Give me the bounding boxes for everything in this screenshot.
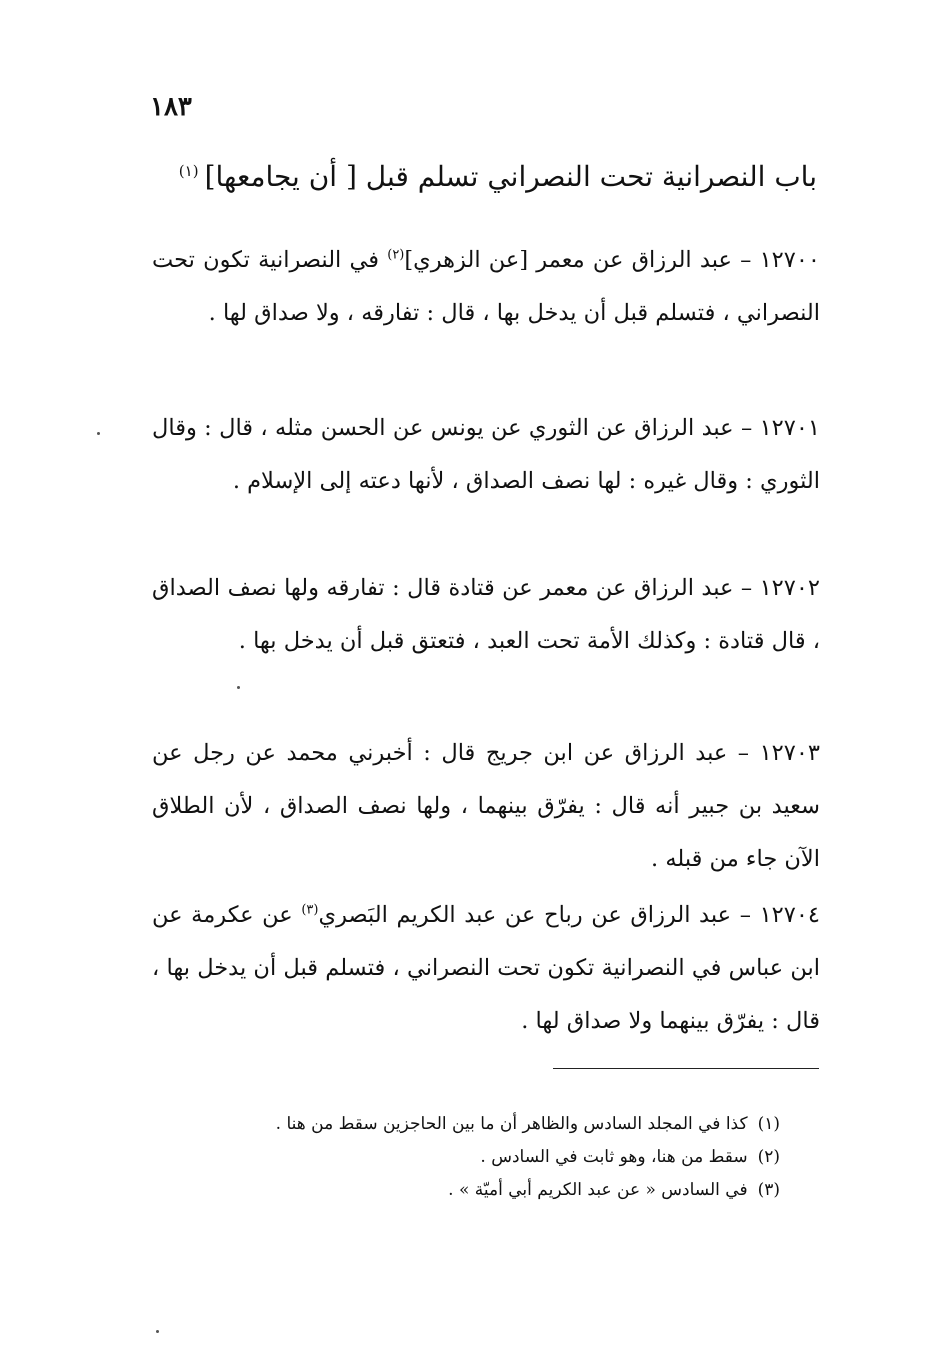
chapter-title bbox=[137, 160, 817, 193]
scan-speck bbox=[156, 1330, 159, 1333]
footnote-text: في السادس « عن عبد الكريم أبي أميّة » . bbox=[448, 1180, 748, 1200]
footnote-2 bbox=[160, 1141, 780, 1174]
footnote-number: (٣) bbox=[757, 1180, 780, 1200]
hadith-12704 bbox=[152, 889, 820, 1048]
chapter-title-text: باب النصرانية تحت النصراني تسلم قبل [ أن يجامعها] bbox=[204, 160, 817, 193]
hadith-12700 bbox=[152, 234, 820, 340]
hadith-text-part: ١٢٧٠٠ – عبد الرزاق عن معمر [عن الزهري] bbox=[404, 247, 820, 273]
footnote-text: سقط من هنا، وهو ثابت في السادس . bbox=[480, 1147, 748, 1167]
footnote-text: كذا في المجلد السادس والظاهر أن ما بين الحاجزين سقط من هنا . bbox=[275, 1114, 748, 1134]
footnote-1 bbox=[160, 1108, 780, 1141]
hadith-text-part: في النصرانية تكون تحت النصراني ، فتسلم قبل أن يدخل بها ، قال : تفارقه ، ولا صداق لها . bbox=[152, 247, 820, 326]
footnote-ref: (٣) bbox=[301, 902, 319, 918]
scan-speck bbox=[237, 686, 240, 689]
footnotes bbox=[160, 1108, 780, 1207]
hadith-text-part: عن عكرمة عن ابن عباس في النصرانية تكون تحت النصراني ، فتسلم قبل أن يدخل بها ، قال : يفرّق بينهما ولا صداق لها . bbox=[152, 902, 820, 1034]
hadith-12703: ١٢٧٠٣ – عبد الرزاق عن ابن جريج قال : أخبرني محمد عن رجل عن سعيد بن جبير أنه قال : يفرّق بينهما ، ولها نصف الصداق ، لأن الطلاق الآن جاء من قبله . bbox=[152, 740, 820, 872]
footnote-ref: (٢) bbox=[387, 247, 405, 263]
chapter-footnote-ref: (١) bbox=[178, 161, 199, 180]
footnote-divider bbox=[553, 1068, 819, 1069]
scan-speck bbox=[97, 432, 100, 435]
page-number: ١٨٣ bbox=[150, 92, 192, 122]
hadith-12701: ١٢٧٠١ – عبد الرزاق عن الثوري عن يونس عن الحسن مثله ، قال : وقال الثوري : وقال غيره : لها نصف الصداق ، لأنها دعته إلى الإسلام . bbox=[152, 415, 820, 494]
footnote-3 bbox=[160, 1174, 780, 1207]
hadith-text-part: ١٢٧٠٤ – عبد الرزاق عن رباح عن عبد الكريم البَصري bbox=[318, 902, 820, 928]
hadith-12702: ١٢٧٠٢ – عبد الرزاق عن معمر عن قتادة قال : تفارقه ولها نصف الصداق ، قال قتادة : وكذلك الأمة تحت العبد ، فتعتق قبل أن يدخل بها . bbox=[152, 575, 820, 654]
footnote-number: (١) bbox=[757, 1114, 780, 1134]
footnote-number: (٢) bbox=[757, 1147, 780, 1167]
